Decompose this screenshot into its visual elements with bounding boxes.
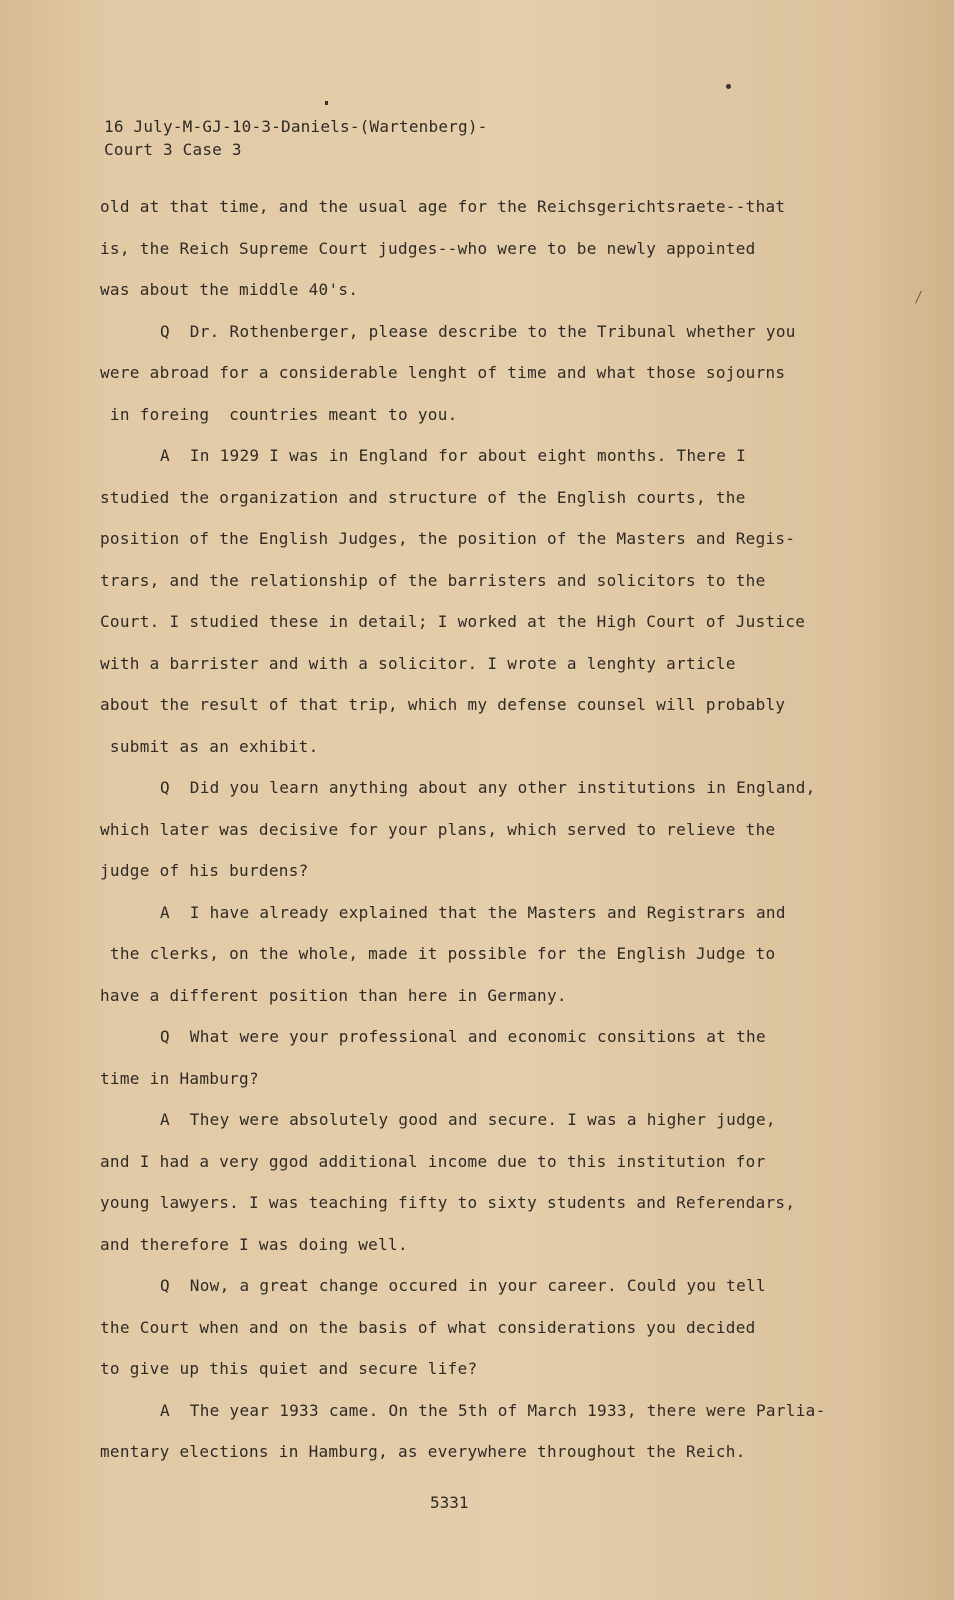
header-line-2: Court 3 Case 3: [104, 140, 242, 159]
transcript-line: to give up this quiet and secure life?: [100, 1359, 478, 1378]
transcript-line: the clerks, on the whole, made it possible for the English Judge to: [100, 944, 776, 963]
transcript-line: old at that time, and the usual age for the Reichsgerichtsraete--that: [100, 197, 786, 216]
transcript-line: which later was decisive for your plans, which served to relieve the: [100, 819, 776, 839]
transcript-body: [100, 195, 840, 1482]
pencil-mark: [915, 290, 922, 303]
transcript-line: Q What were your professional and economic consitions at the: [160, 1027, 766, 1046]
transcript-line: time in Hamburg?: [100, 1068, 259, 1088]
transcript-line: trars, and the relationship of the barristers and solicitors to the: [100, 570, 766, 590]
transcript-line: A The year 1933 came. On the 5th of March 1933, there were Parlia-: [160, 1400, 826, 1420]
transcript-line: have a different position than here in Germany.: [100, 985, 567, 1005]
document-header: [104, 115, 487, 161]
ink-speck: [325, 101, 328, 105]
transcript-line: submit as an exhibit.: [100, 736, 319, 756]
transcript-line: Q Dr. Rothenberger, please describe to the Tribunal whether you: [160, 321, 796, 341]
transcript-line: young lawyers. I was teaching fifty to sixty students and Referendars,: [100, 1193, 796, 1212]
transcript-line: position of the English Judges, the position of the Masters and Regis-: [100, 529, 796, 548]
transcript-line: Q Did you learn anything about any other institutions in England,: [160, 778, 816, 797]
transcript-line: A In 1929 I was in England for about eight months. There I: [160, 446, 747, 465]
transcript-line: with a barrister and with a solicitor. I wrote a lenghty article: [100, 653, 736, 673]
transcript-line: and therefore I was doing well.: [100, 1234, 408, 1254]
transcript-line: judge of his burdens?: [100, 861, 309, 880]
header-line-1: 16 July-M-GJ-10-3-Daniels-(Wartenberg)-: [104, 117, 488, 136]
transcript-line: and I had a very ggod additional income due to this institution for: [100, 1151, 766, 1171]
transcript-line: were abroad for a considerable lenght of time and what those sojourns: [100, 363, 786, 382]
transcript-line: in foreing countries meant to you.: [100, 404, 458, 424]
transcript-line: mentary elections in Hamburg, as everywhere throughout the Reich.: [100, 1442, 746, 1461]
transcript-line: is, the Reich Supreme Court judges--who were to be newly appointed: [100, 238, 756, 258]
transcript-line: studied the organization and structure of the English courts, the: [100, 487, 746, 507]
transcript-line: the Court when and on the basis of what considerations you decided: [100, 1317, 756, 1337]
transcript-line: was about the middle 40's.: [100, 280, 359, 299]
ink-speck: [726, 84, 731, 89]
transcript-line: A They were absolutely good and secure. I was a higher judge,: [160, 1110, 776, 1129]
transcript-line: Court. I studied these in detail; I worked at the High Court of Justice: [100, 612, 806, 631]
transcript-line: Q Now, a great change occured in your career. Could you tell: [160, 1276, 766, 1295]
transcript-line: about the result of that trip, which my defense counsel will probably: [100, 695, 786, 714]
transcript-line: A I have already explained that the Masters and Registrars and: [160, 902, 786, 922]
page-number: 5331: [430, 1493, 469, 1512]
